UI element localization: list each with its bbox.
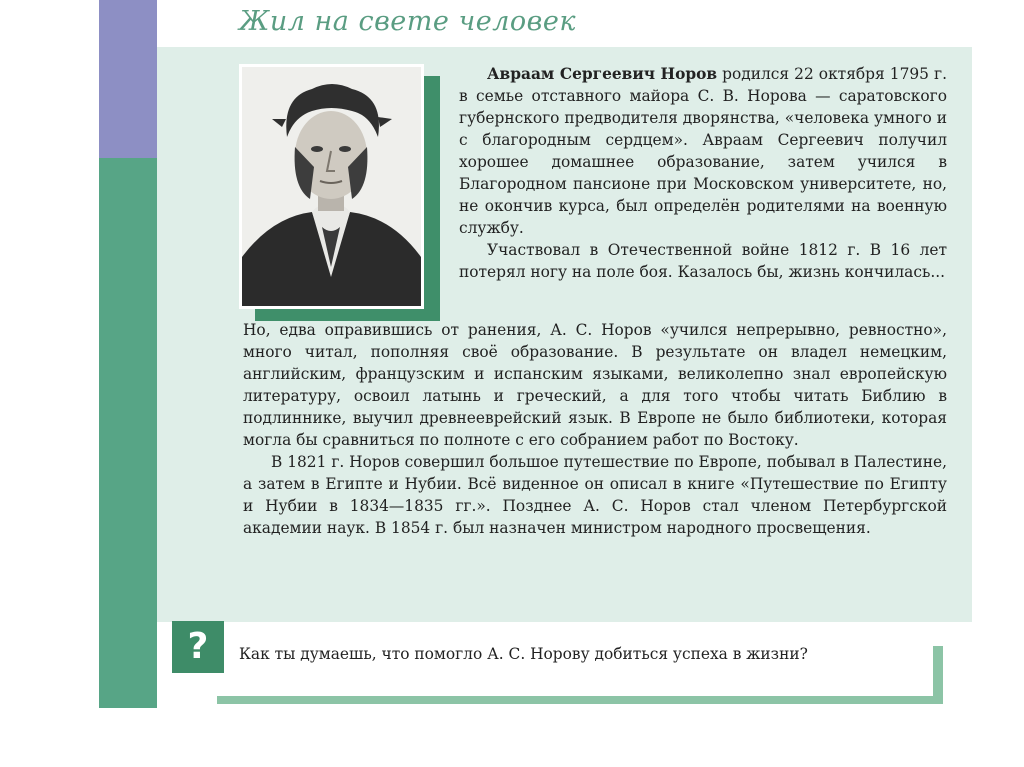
question-text: Как ты думаешь, что помогло А. С. Норову добиться успеха в жизни?: [239, 645, 808, 663]
paragraph-1: [459, 63, 947, 283]
paragraph-1-text: родился 22 октября 1795 г. в семье отставного майора С. В. Норова — саратовского губернского предводителя дворянства, «человека умного и с благородным сердцем». Авраам Сергеевич получил хорошее домашнее образование, затем учился в Благородном пансионе при Московском университете, но, не окончив курса, был определён родителями на военную службу.: [459, 65, 947, 237]
portrait-image: [239, 64, 424, 309]
paragraph-2-part-1: Участвовал в Отечественной войне 1812 г. В 16 лет потерял ногу на поле боя. Казалось бы, жизнь кончилась...: [459, 241, 947, 281]
paragraph-2: [243, 319, 947, 539]
paragraph-2-part-2: Но, едва оправившись от ранения, А. С. Норов «учился непрерывно, ревностно», много читал, пополняя своё образование. В результате он владел немецким, английским, французским и испанским языками, великолепно знал европейскую литературу, освоил латынь и греческий, а для того чтобы читать Библию в подлиннике, выучил древнееврейский язык. В Европе не было библиотеки, которая могла бы сравниться по полноте с его собранием работ по Востоку.: [243, 321, 947, 449]
textbook-page: [99, 0, 972, 708]
section-heading: Жил на свете человек: [239, 6, 576, 37]
side-strip-purple: [99, 0, 157, 158]
side-strip-green: [99, 158, 157, 708]
question-mark-icon: ?: [172, 621, 224, 673]
paragraph-3-text: В 1821 г. Норов совершил большое путешествие по Европе, побывал в Палестине, а затем в Египте и Нубии. Всё виденное он описал в книге «Путешествие по Египту и Нубии в 1834—1835 гг.». Позднее А. С. Норов стал членом Петербургской академии наук. В 1854 г. был назначен министром народного просвещения.: [243, 453, 947, 537]
person-name: Авраам Сергеевич Норов: [487, 65, 718, 83]
